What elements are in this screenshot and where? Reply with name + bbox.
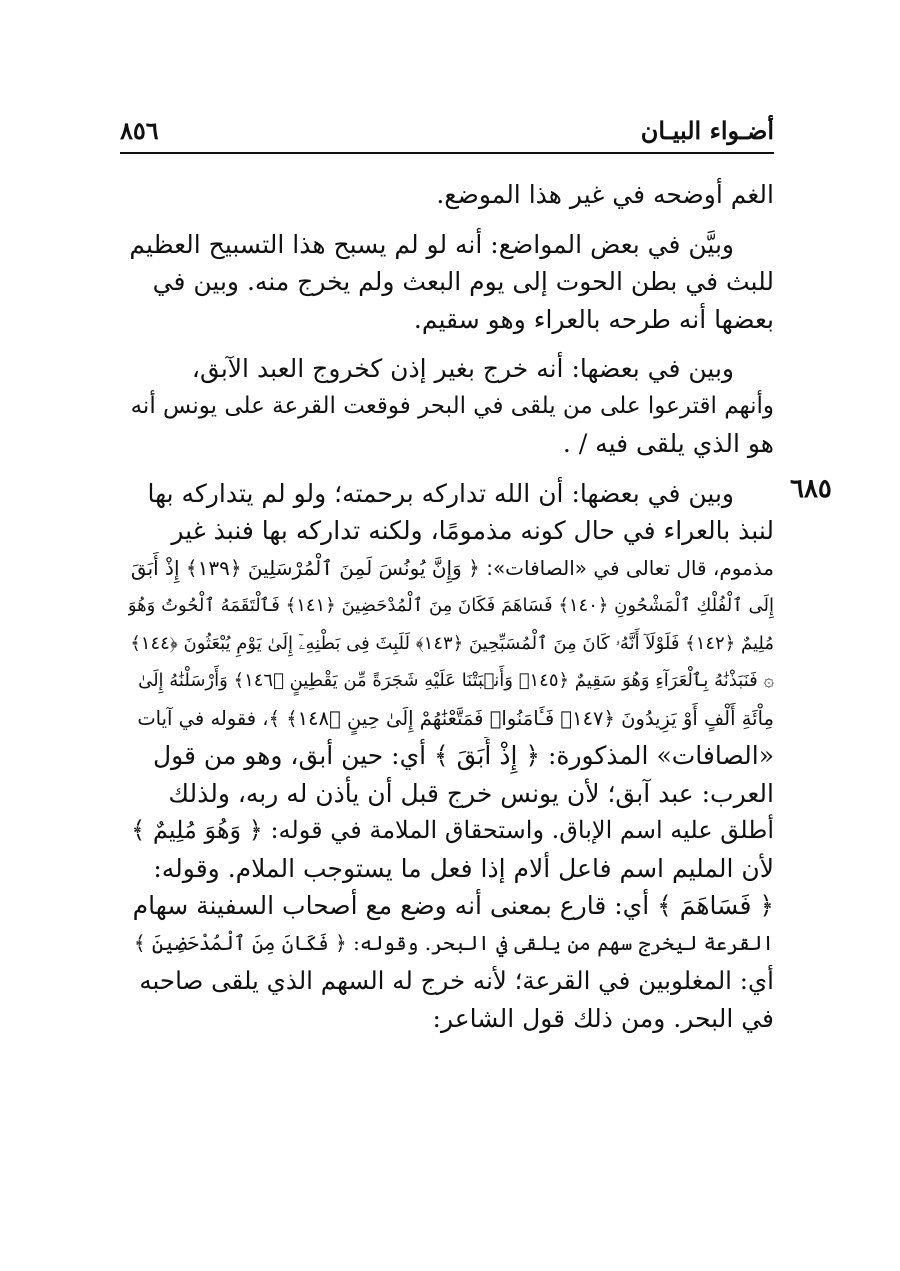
text-line: لنبذ بالعراء في حال كونه مذمومًا، ولكنه تداركه بها فنبذ غير [171, 516, 774, 545]
text-line: الغم أوضحه في غير هذا الموضع. [436, 180, 774, 209]
page-body [128, 176, 774, 1037]
text-line: «الصافات» المذكورة: ﴿ إِذْ أَبَقَ ﴾ أي: حين أبق، وهو من قول [152, 741, 774, 770]
quran-verse-line: ۞ فَنَبَذْنَٰهُ بِٱلْعَرَآءِ وَهُوَ سَقِيمٌ ﴿١٤٥﴾ وَأَنۢبَتْنَا عَلَيْهِ شَجَرَةً مِّن يَقْطِينٍ ﴿١٤٦﴾ وَأَرْسَلْنَٰهُ إِلَىٰ [138, 670, 774, 691]
text-line: وبين في بعضها: أن الله تداركه برحمته؛ ولو لم يتداركه بها [147, 478, 734, 508]
text-line: وبين في بعضها: أنه خرج بغير إذن كخروج العبد الآبق، [191, 354, 734, 383]
text-line: بعضها أنه طرحه بالعراء وهو سقيم. [413, 304, 774, 334]
text-line: للبث في بطن الحوت إلى يوم البعث ولم يخرج منه. وبين في [152, 267, 774, 296]
text-line: لأن المليم اسم فاعل ألام إذا فعل ما يستوجب الملام. وقوله: [153, 853, 774, 883]
quran-verse-line: إِلَى ٱلْفُلْكِ ٱلْمَشْحُونِ ﴿١٤٠﴾ فَسَاهَمَ فَكَانَ مِنَ ٱلْمُدْحَضِينَ ﴿١٤١﴾ فَٱلْتَقَمَهُ ٱلْحُوتُ وَهُوَ [128, 595, 774, 616]
quran-verse-line: مِاْئَةِ أَلْفٍ أَوْ يَزِيدُونَ ﴿١٤٧﴾ فَـَٔامَنُوا۟ فَمَتَّعْنَٰهُمْ إِلَىٰ حِينٍ ﴿١٤٨﴾ ﴾، فقوله في آيات [137, 706, 774, 730]
text-line: القرعة ليخرج سهم من يلقى في البحر. وقوله: ﴿ فَكَانَ مِنَ ٱلْمُدْحَضِينَ ﴾ [133, 930, 774, 955]
text-line: هو الذي يلقى فيه / . [562, 429, 774, 458]
text-line: في البحر. ومن ذلك قول الشاعر: [432, 1003, 774, 1033]
paragraph-gap [128, 338, 774, 350]
text-line: وأنهم اقترعوا على من يلقى في البحر فوقعت القرعة على يونس أنه [130, 392, 774, 419]
text-line: ﴿ فَسَاهَمَ ﴾ أي: قارع بمعنى أنه وضع مع أصحاب السفينة سهام [132, 891, 774, 920]
page-header [120, 112, 774, 150]
page-number: ٨٥٦ [120, 116, 159, 145]
book-title: أضـواء البيـان [640, 116, 774, 145]
text-line: أطلق عليه اسم الإباق. واستحقاق الملامة في قوله: ﴿ وَهُوَ مُلِيمٌ ﴾ [131, 816, 774, 844]
text-line: أي: المغلوبين في القرعة؛ لأنه خرج له السهم الذي يلقى صاحبه [139, 966, 774, 995]
paragraph-gap [128, 463, 774, 475]
quran-verse-line: مُلِيمٌ ﴿١٤٢﴾ فَلَوْلَآ أَنَّهُۥ كَانَ مِنَ ٱلْمُسَبِّحِينَ ﴿١٤٣﴾ لَلَبِثَ فِى بَطْنِهِۦٓ إِلَىٰ يَوْمِ يُبْعَثُونَ ﴿١٤٤﴾ [130, 632, 774, 654]
text-line: وبيَّن في بعض المواضع: أنه لو لم يسبح هذا التسبيح العظيم [129, 229, 734, 259]
header-divider [120, 152, 774, 154]
paragraph-gap [128, 214, 774, 226]
text-line: العرب: عبد آبق؛ لأن يونس خرج قبل أن يأذن له ربه، ولذلك [168, 778, 774, 808]
margin-page-reference: ٦٨٥ [790, 474, 832, 504]
text-line: مذموم، قال تعالى في «الصافات»: ﴿ وَإِنَّ يُونُسَ لَمِنَ ٱلْمُرْسَلِينَ ﴿١٣٩﴾ إِذْ أَبَقَ [130, 555, 774, 580]
